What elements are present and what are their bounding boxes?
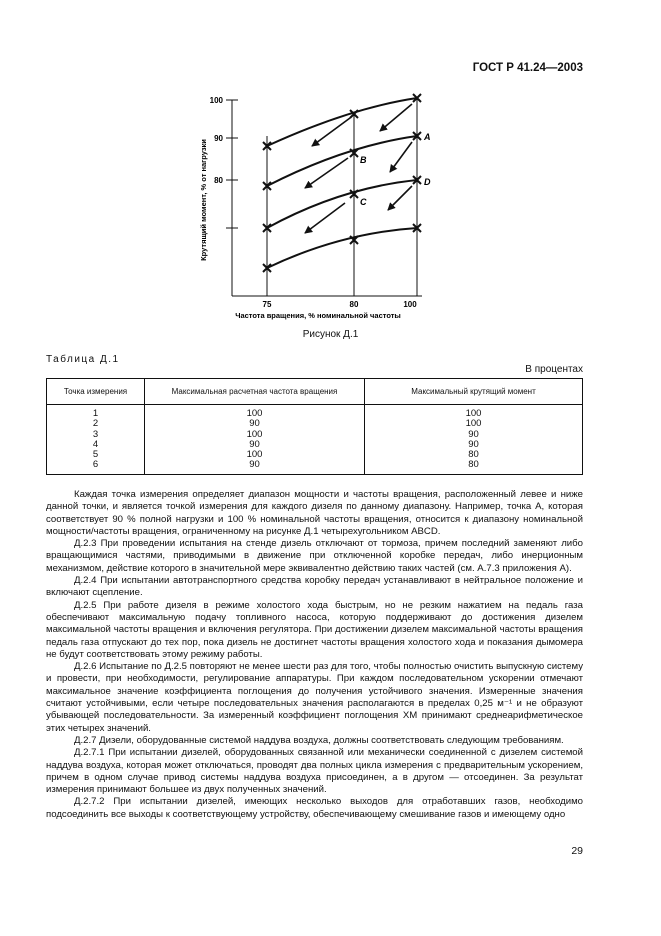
paragraph: Д.2.4 При испытании автотранспортного средства коробку передач устанавливают в нейтральное положение и включают сцепление. (46, 575, 583, 599)
point-label-d: D (424, 177, 431, 187)
y-tick-label-90: 90 (214, 134, 223, 143)
point-label-c: C (360, 197, 367, 207)
table-row (47, 430, 583, 440)
curve-4 (267, 228, 417, 268)
table-cell: 100 (145, 405, 365, 420)
point-label-a: A (424, 132, 431, 142)
y-axis-label: Крутящий момент, % от нагрузки (199, 139, 208, 261)
table-cell: 4 (47, 440, 145, 450)
table-cell: 100 (145, 450, 365, 460)
table-cell: 90 (145, 440, 365, 450)
table-cell: 90 (145, 419, 365, 429)
x-tick-label-100: 100 (403, 300, 417, 309)
table-cell: 100 (365, 405, 583, 420)
table-cell: 80 (365, 460, 583, 474)
torque-speed-figure (190, 88, 450, 328)
table-cell: 2 (47, 419, 145, 429)
table-cell: 90 (365, 430, 583, 440)
point-label-b: B (360, 155, 367, 165)
table-header-cell: Максимальный крутящий момент (365, 379, 583, 405)
y-tick-label-80: 80 (214, 176, 223, 185)
arrow-5 (388, 186, 412, 210)
x-tick-label-80: 80 (349, 300, 359, 309)
torque-speed-diagram (190, 88, 450, 328)
arrow-3 (390, 142, 412, 172)
x-tick-label-75: 75 (262, 300, 272, 309)
x-axis-label: Частота вращения, % номинальной частоты (235, 311, 401, 320)
arrow-4 (305, 158, 348, 188)
y-tick-label-100: 100 (209, 96, 223, 105)
paragraph: Д.2.3 При проведении испытания на стенде дизель отключают от тормоза, причем последний заменяют либо вращающимися частями, приводимыми в движение при отключенной коробке передач, либо инерционным механизмом, действие которого в значительной мере эквивалентно действию таких частей (см. А.7.3 приложения А). (46, 538, 583, 574)
table-header-cell: Точка измерения (47, 379, 145, 405)
table-units: В процентах (525, 364, 583, 375)
figure-caption: Рисунок Д.1 (302, 329, 359, 340)
table-cell: 6 (47, 460, 145, 474)
table-row (47, 405, 583, 420)
curve-1 (267, 98, 417, 146)
page-number: 29 (571, 845, 583, 857)
curve-2 (267, 136, 417, 186)
body-text (46, 489, 583, 821)
table-title: Таблица Д.1 (46, 354, 120, 365)
table-cell: 90 (365, 440, 583, 450)
table-cell: 90 (145, 460, 365, 474)
table-cell: 3 (47, 430, 145, 440)
table-cell: 100 (145, 430, 365, 440)
arrow-1 (380, 104, 412, 131)
table-cell: 100 (365, 419, 583, 429)
table-cell: 5 (47, 450, 145, 460)
paragraph: Д.2.7 Дизели, оборудованные системой наддува воздуха, должны соответствовать следующим требованиям. (74, 734, 564, 746)
table-row (47, 419, 583, 429)
paragraph: Каждая точка измерения определяет диапазон мощности и частоты вращения, расположенный левее и ниже данной точки, и является точкой измерения для каждого дизеля по данному диапазону. Например, точка A, которая соответствует 90 % полной нагрузки и 100 % номинальной частоты вращения, относится к диапазону номинальной мощности/частоты вращения, ограниченному на рисунке Д.1 четырехугольником ABCD. (46, 489, 583, 537)
arrow-2 (312, 118, 350, 146)
table-row (47, 440, 583, 450)
table-row (47, 450, 583, 460)
table-cell: 1 (47, 405, 145, 420)
paragraph: Д.2.7.1 При испытании дизелей, оборудованных связанной или механически соединенной с дизелем системой наддува воздуха, которая может отключаться, проводят два полных цикла измерения с предварительным ускорением, причем в одном случае привод системы наддува воздуха присоединен, а в другом — отсоединен. За результат измерения принимают большее из двух полученных значений. (46, 747, 583, 796)
table-header-row (47, 379, 583, 405)
table-header-cell: Максимальная расчетная частота вращения (145, 379, 365, 405)
document-id: ГОСТ Р 41.24—2003 (472, 62, 583, 74)
paragraph: Д.2.5 При работе дизеля в режиме холостого хода быстрым, но не резким нажатием на педаль газа обеспечивают максимальную подачу топливного насоса, которую поддерживают до достижения дизелем максимальной частоты вращения и включения регулятора. При достижении дизелем максимальной частоты вращения педаль газа отпускают до тех пор, пока дизель не достигнет частоты вращения холостого хода и показания дымомера не будут соответствовать этому режиму работы. (46, 599, 583, 660)
paragraph: Д.2.7.2 При испытании дизелей, имеющих несколько выходов для отработавших газов, необходимо подсоединить все выходы к соответствующему устройству, обеспечивающему смешивание газов и имеющему одно (46, 796, 583, 820)
table-row (47, 460, 583, 474)
measurement-table (46, 378, 583, 475)
paragraph: Д.2.6 Испытание по Д.2.5 повторяют не менее шести раз для того, чтобы полностью очистить выпускную систему и провести, при необходимости, регулирование аппаратуры. При каждом последовательном ускорении отмечают максимальное значение коэффициента поглощения до получения устойчивого значения. Измеренные значения считают устойчивыми, если четыре последовательных значения располагаются в пределах 0,25 м⁻¹ и не образуют убывающей последовательности. За измеренный коэффициент поглощения XM принимают среднеарифметическое этих четырех значений. (46, 661, 583, 734)
table-cell: 80 (365, 450, 583, 460)
